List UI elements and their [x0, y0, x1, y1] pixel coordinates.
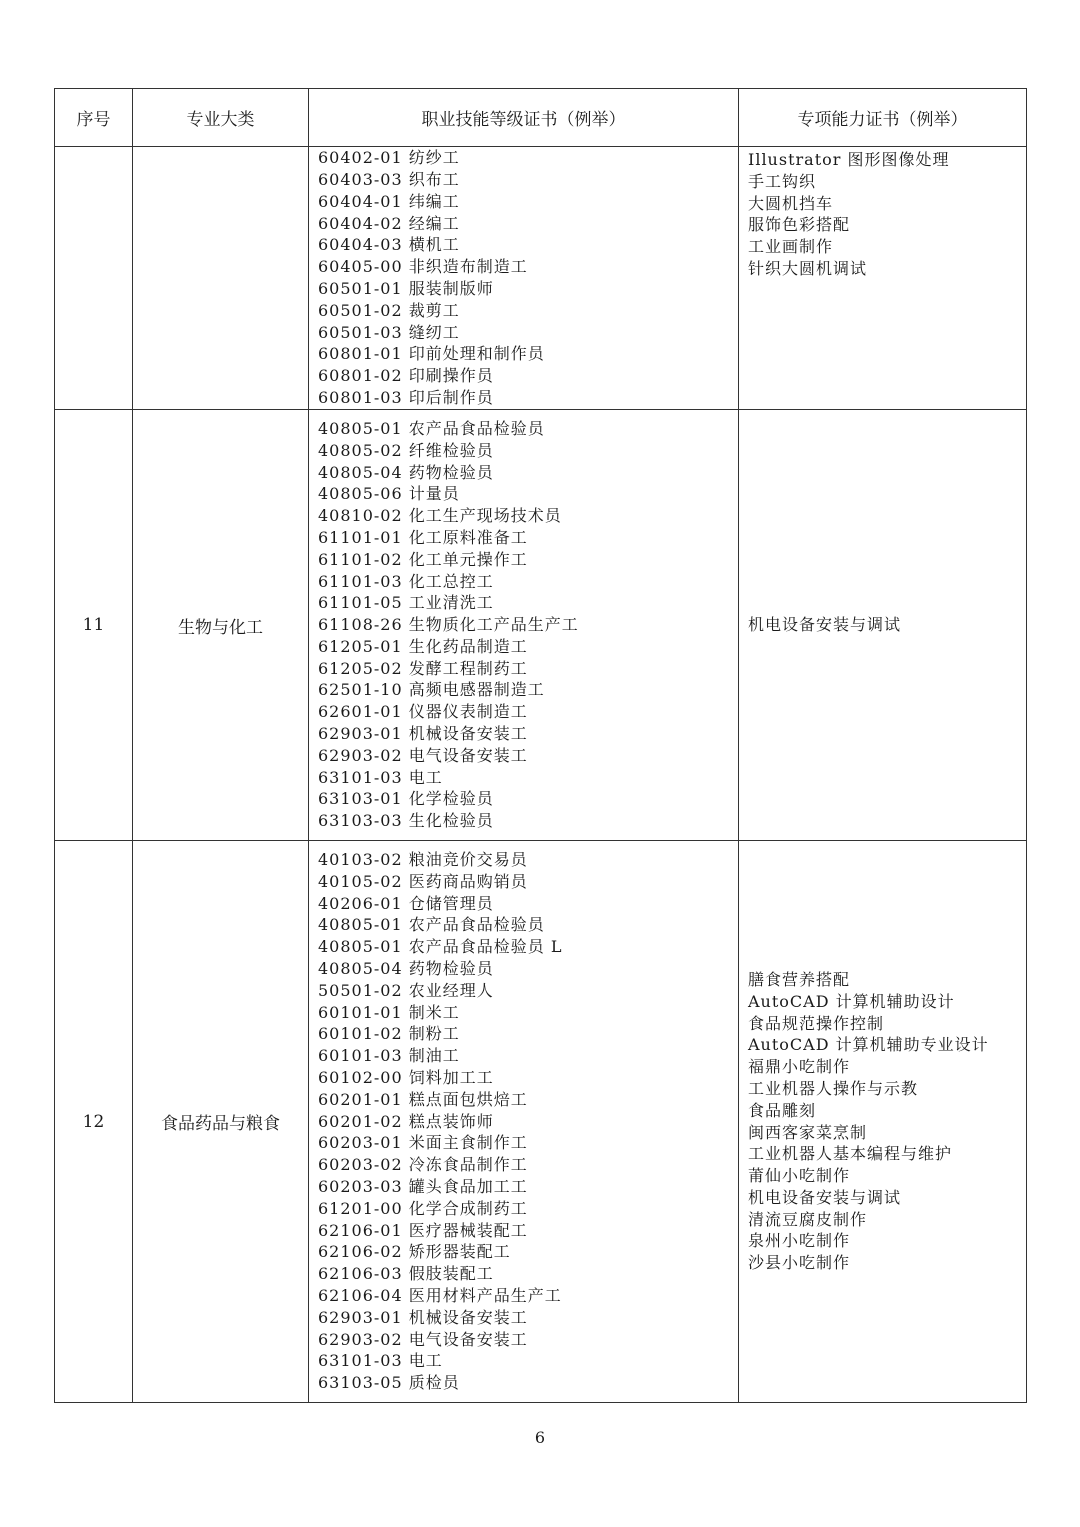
row-index	[55, 147, 133, 410]
certificate-item: 莆仙小吃制作	[748, 1166, 851, 1186]
certificate-item: 62903-01 机械设备安装工	[318, 1307, 528, 1327]
certificate-item: 60501-03 缝纫工	[318, 322, 460, 342]
certificate-item: 膳食营养搭配	[748, 969, 851, 989]
table-row	[55, 410, 1027, 841]
certificate-item: 福鼎小吃制作	[748, 1057, 851, 1077]
certificate-item: 61101-01 化工原料准备工	[318, 527, 528, 547]
header-category: 专业大类	[133, 89, 309, 147]
certificate-item: 63101-03 电工	[318, 767, 443, 787]
header-vocational-cert: 职业技能等级证书（例举）	[309, 89, 739, 147]
vocational-cert-list	[309, 147, 739, 410]
certificate-item: 61201-00 化学合成制药工	[318, 1198, 528, 1218]
certificate-item: 60404-01 纬编工	[318, 191, 460, 211]
certificate-item: 62903-02 电气设备安装工	[318, 1329, 528, 1349]
certificate-item: 60501-02 裁剪工	[318, 300, 460, 320]
certificate-item: 62903-02 电气设备安装工	[318, 745, 528, 765]
certificate-item: 62106-02 矫形器装配工	[318, 1242, 511, 1262]
certificate-item: AutoCAD 计算机辅助专业设计	[748, 1035, 989, 1055]
certificate-item: 60402-01 纺纱工	[318, 148, 460, 168]
certificate-item: 60801-01 印前处理和制作员	[318, 344, 545, 364]
vocational-cert-list	[309, 841, 739, 1403]
certificate-item: 40805-06 计量员	[318, 484, 460, 504]
certificate-item: 50501-02 农业经理人	[318, 980, 494, 1000]
certificate-item: 40810-02 化工生产现场技术员	[318, 506, 562, 526]
certificate-item: 60501-01 服装制版师	[318, 279, 494, 298]
certificate-item: 机电设备安装与调试	[748, 615, 902, 635]
certificate-item: 61101-05 工业清洗工	[318, 593, 494, 613]
certificate-item: 工业机器人操作与示教	[748, 1078, 919, 1098]
certificate-item: Illustrator 图形图像处理	[748, 150, 950, 169]
certificate-item: 机电设备安装与调试	[748, 1187, 902, 1207]
certificate-item: 工业画制作	[748, 237, 834, 257]
certificate-item: 40105-02 医药商品购销员	[318, 871, 528, 891]
certificate-item: 61205-01 生化药品制造工	[318, 636, 528, 656]
certificate-item: 60101-02 制粉工	[318, 1024, 460, 1044]
certificate-item: 60403-03 织布工	[318, 170, 460, 190]
certificate-item: 61108-26 生物质化工产品生产工	[318, 615, 579, 635]
certificate-item: 63103-05 质检员	[318, 1373, 460, 1393]
row-category: 食品药品与粮食	[133, 841, 309, 1403]
special-cert-list	[739, 147, 1027, 410]
special-cert-list	[739, 841, 1027, 1403]
row-index: 12	[55, 841, 133, 1403]
certificate-item: 服饰色彩搭配	[748, 215, 851, 235]
certificate-item: 食品雕刻	[748, 1100, 817, 1120]
row-category	[133, 147, 309, 410]
certificate-item: 大圆机挡车	[748, 193, 834, 213]
certificate-item: 63103-01 化学检验员	[318, 789, 494, 809]
page-number: 6	[534, 1428, 546, 1447]
certificate-item: 清流豆腐皮制作	[748, 1209, 868, 1229]
certificate-item: 40805-02 纤维检验员	[318, 440, 494, 460]
certificate-item: 手工钩织	[748, 171, 817, 191]
certificate-item: 60203-02 冷冻食品制作工	[318, 1155, 528, 1175]
certificate-item: 泉州小吃制作	[748, 1231, 851, 1251]
certificate-item: 60102-00 饲料加工工	[318, 1068, 494, 1087]
certificate-item: 40103-02 粮油竞价交易员	[318, 850, 528, 870]
certificate-item: 60101-01 制米工	[318, 1002, 460, 1022]
certificate-item: 40805-04 药物检验员	[318, 462, 494, 482]
vocational-cert-list	[309, 410, 739, 841]
certificate-item: 62106-01 医疗器械装配工	[318, 1220, 528, 1240]
certificate-item: 63101-03 电工	[318, 1351, 443, 1371]
certificate-item: 40206-01 仓储管理员	[318, 893, 494, 913]
certificate-item: AutoCAD 计算机辅助设计	[748, 991, 955, 1011]
certificate-item: 62106-03 假肢装配工	[318, 1264, 494, 1284]
header-index: 序号	[55, 89, 133, 147]
certificate-item: 60203-01 米面主食制作工	[318, 1133, 528, 1153]
certificate-item: 食品规范操作控制	[748, 1013, 885, 1033]
certificate-item: 62501-10 高频电感器制造工	[318, 680, 545, 700]
table-row	[55, 147, 1027, 410]
certificate-item: 60101-03 制油工	[318, 1046, 460, 1066]
certificate-table	[54, 88, 1027, 1403]
certificate-item: 40805-04 药物检验员	[318, 959, 494, 979]
certificate-item: 60801-02 印刷操作员	[318, 366, 494, 386]
table-row	[55, 841, 1027, 1403]
certificate-item: 40805-01 农产品食品检验员	[318, 418, 545, 438]
certificate-item: 61101-02 化工单元操作工	[318, 549, 528, 569]
certificate-item: 60201-01 糕点面包烘焙工	[318, 1089, 528, 1109]
certificate-item: 沙县小吃制作	[748, 1253, 851, 1273]
certificate-item: 63103-03 生化检验员	[318, 811, 494, 831]
certificate-item: 60201-02 糕点装饰师	[318, 1111, 494, 1131]
header-special-cert: 专项能力证书（例举）	[739, 89, 1027, 147]
certificate-item: 60801-03 印后制作员	[318, 387, 494, 407]
certificate-item: 工业机器人基本编程与维护	[748, 1144, 953, 1164]
certificate-item: 闽西客家菜烹制	[748, 1122, 868, 1142]
certificate-item: 针织大圆机调试	[748, 258, 868, 278]
certificate-item: 61101-03 化工总控工	[318, 571, 494, 591]
row-index: 11	[55, 410, 133, 841]
special-cert-list	[739, 410, 1027, 841]
certificate-item: 40805-01 农产品食品检验员	[318, 915, 545, 935]
certificate-item: 61205-02 发酵工程制药工	[318, 658, 528, 678]
certificate-item: 40805-01 农产品食品检验员 L	[318, 937, 563, 957]
certificate-item: 62601-01 仪器仪表制造工	[318, 702, 528, 722]
certificate-item: 60405-00 非织造布制造工	[318, 257, 528, 277]
certificate-item: 60404-02 经编工	[318, 213, 460, 233]
certificate-item: 60404-03 横机工	[318, 235, 460, 255]
table-header-row	[55, 89, 1027, 147]
certificate-item: 62903-01 机械设备安装工	[318, 724, 528, 744]
certificate-item: 60203-03 罐头食品加工工	[318, 1176, 528, 1196]
row-category: 生物与化工	[133, 410, 309, 841]
certificate-item: 62106-04 医用材料产品生产工	[318, 1285, 562, 1305]
